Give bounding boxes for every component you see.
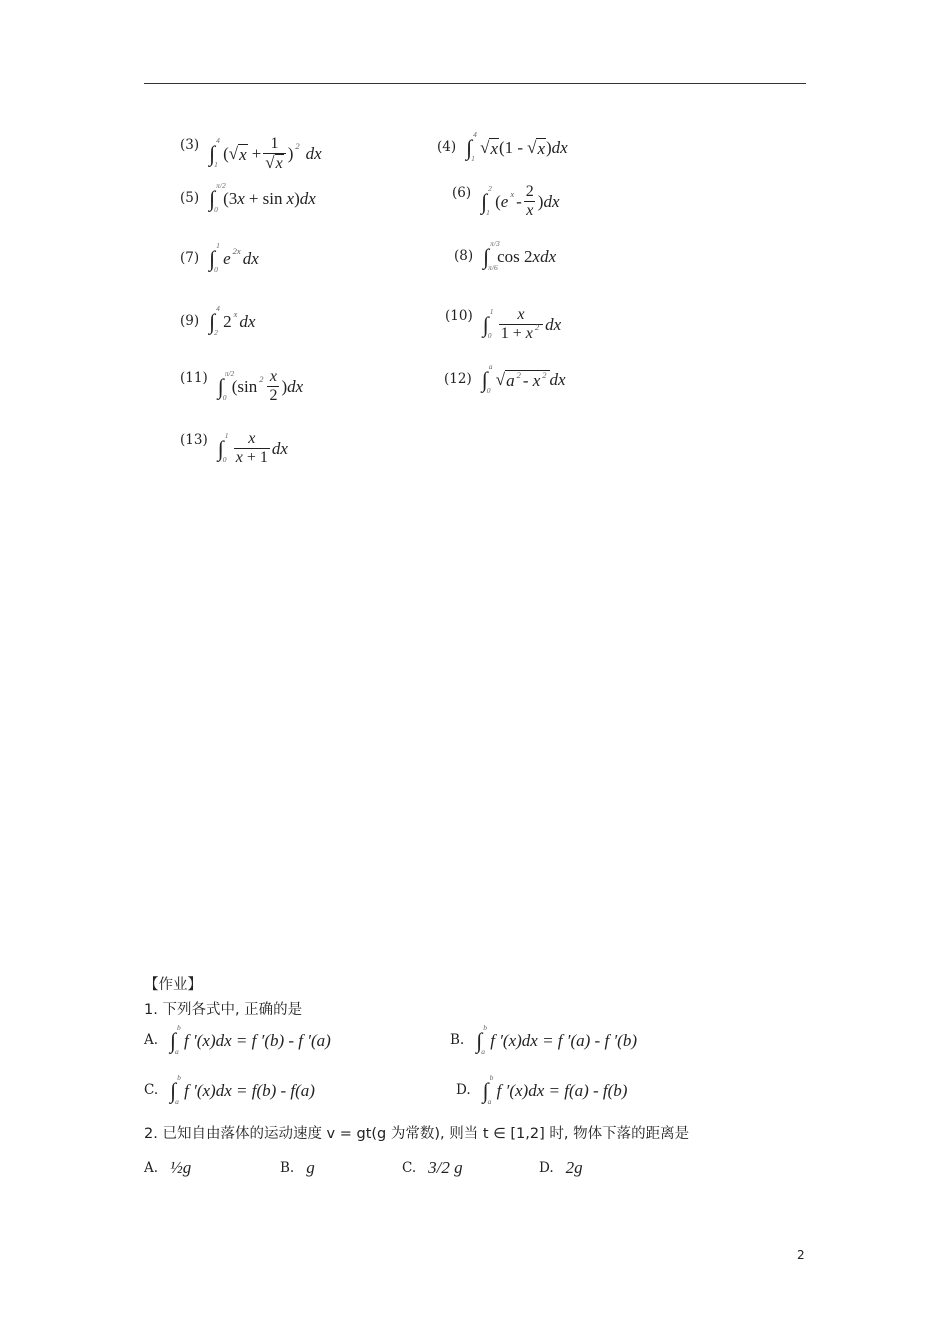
- option-text: f ′(x)dx = f(b) - f(a): [184, 1081, 315, 1100]
- integral-expression: ∫ 1 0 $\frac{x}{1 + x ^2}$ dx: [482, 306, 562, 342]
- page-number: 2: [797, 1248, 805, 1262]
- integral-expression: ∫ 2 1 ( e x - $\frac{2}{x}$ ) dx: [481, 183, 560, 219]
- exercise-label: (5): [180, 190, 200, 206]
- exercise-11: [180, 368, 303, 405]
- option-answer: 3/2 g: [428, 1158, 463, 1177]
- exercise-5: [180, 181, 316, 214]
- integral-sign: ∫ 4 1: [466, 130, 477, 163]
- upper-limit: 1: [489, 307, 494, 316]
- upper-limit: 4: [216, 136, 220, 145]
- integral-sign: ∫ b a: [476, 1023, 487, 1056]
- integral-sign: ∫ b a: [170, 1073, 181, 1106]
- exercise-8: [454, 239, 557, 272]
- q1-option-c: [144, 1073, 315, 1106]
- lower-limit: 2: [214, 328, 218, 337]
- upper-limit: b: [489, 1073, 494, 1082]
- lower-limit: 0: [487, 331, 492, 340]
- lower-limit: 0: [486, 386, 491, 395]
- exercise-label: (6): [452, 185, 472, 201]
- option-expression: [476, 1023, 637, 1056]
- lower-limit: a: [487, 1097, 492, 1106]
- integral-sign: ∫ b a: [482, 1073, 494, 1106]
- exercise-label: (12): [444, 371, 472, 387]
- option-answer: g: [306, 1158, 315, 1177]
- question-1-stem: 1. 下列各式中, 正确的是: [144, 1002, 303, 1018]
- integral-expression: ∫ 1 0 $\frac{x}{x + 1}$ dx: [217, 430, 288, 466]
- option-label: D.: [539, 1160, 554, 1176]
- exercise-6: [452, 183, 560, 220]
- lower-limit: 1: [471, 154, 475, 163]
- option-expression: [482, 1073, 628, 1106]
- upper-limit: a: [488, 362, 493, 371]
- exercise-10: [445, 306, 561, 344]
- exercise-4: [437, 130, 568, 163]
- lower-limit: 0: [222, 454, 227, 464]
- integral-expression: ∫ π/3 π/6 cos 2 xdx: [483, 239, 557, 272]
- lower-limit: 1: [486, 207, 490, 217]
- integral-expression: ∫ π/2 0 (sin 2 $\frac{x}{2}$ ) dx: [217, 368, 304, 404]
- integral-sign: ∫ π/3 π/6: [483, 239, 500, 272]
- integral-expression: ∫ 4 1 √ x (1 - √ x ) dx: [466, 130, 568, 163]
- lower-limit: 1: [214, 160, 218, 169]
- option-label: A.: [144, 1160, 159, 1176]
- option-label: B.: [450, 1032, 465, 1048]
- integral-sign: ∫ 1 0: [209, 241, 220, 274]
- exercise-label: (9): [180, 313, 200, 329]
- lower-limit: a: [175, 1047, 179, 1056]
- exercise-3: [180, 135, 322, 173]
- upper-limit: b: [483, 1023, 487, 1032]
- upper-limit: 1: [216, 241, 220, 250]
- option-label: C.: [144, 1082, 159, 1098]
- option-label: B.: [280, 1160, 295, 1176]
- option-label: D.: [456, 1082, 471, 1098]
- q1-option-b: [450, 1023, 637, 1056]
- q2-option-d: [539, 1158, 583, 1178]
- lower-limit: 0: [222, 392, 227, 402]
- option-answer: 2g: [565, 1158, 583, 1177]
- option-text: f ′(x)dx = f(a) - f(b): [496, 1081, 628, 1100]
- exercise-label: (10): [445, 308, 473, 324]
- option-text: f ′(x)dx = f ′(b) - f ′(a): [184, 1031, 331, 1050]
- integral-sign: ∫ a 0: [481, 362, 493, 395]
- integral-expression: ∫ 4 2 2 x dx: [209, 304, 256, 337]
- exercise-label: (4): [437, 139, 457, 155]
- q1-option-a: [144, 1023, 331, 1056]
- integral-sign: ∫ 4 1: [209, 136, 220, 169]
- upper-limit: b: [177, 1073, 181, 1082]
- exercise-13: [180, 430, 288, 467]
- upper-limit: π/2: [216, 181, 226, 190]
- q2-option-a: [144, 1158, 191, 1178]
- question-2-stem: 2. 已知自由落体的运动速度 v = gt(g 为常数), 则当 t ∈ [1,2] 时, 物体下落的距离是: [144, 1126, 690, 1142]
- exercise-12: [444, 362, 566, 395]
- option-expression: [170, 1073, 315, 1106]
- upper-limit: b: [177, 1023, 181, 1032]
- upper-limit: π/2: [224, 368, 235, 378]
- integral-sign: ∫ π/2 0: [217, 368, 235, 402]
- integral-expression: ∫ a 0 √ a $^2$ - x $^2$ dx: [481, 362, 566, 395]
- integral-sign: ∫ 1 0: [482, 307, 494, 340]
- upper-limit: 4: [216, 304, 220, 313]
- option-label: C.: [402, 1160, 417, 1176]
- exercise-label: (13): [180, 432, 208, 448]
- q2-option-c: [402, 1158, 463, 1178]
- exercise-label: (8): [454, 248, 474, 264]
- integral-expression: ∫ 4 1 ( √ x + 1 √ x ) 2 dx: [209, 135, 322, 172]
- lower-limit: a: [481, 1047, 485, 1056]
- upper-limit: 1: [224, 430, 229, 440]
- exercise-label: (7): [180, 250, 200, 266]
- lower-limit: 0: [214, 205, 218, 214]
- homework-header: 【作业】: [144, 977, 202, 993]
- lower-limit: π/6: [488, 263, 498, 272]
- integral-sign: ∫ 2 1: [481, 183, 492, 217]
- integral-expression: ∫ 1 0 e 2x dx: [209, 241, 259, 274]
- integral-sign: ∫ π/2 0: [209, 181, 226, 214]
- option-text: f ′(x)dx = f ′(a) - f ′(b): [490, 1031, 637, 1050]
- exercise-9: [180, 304, 256, 337]
- integral-sign: ∫ 1 0: [217, 430, 229, 464]
- upper-limit: 2: [488, 183, 492, 193]
- option-label: A.: [144, 1032, 159, 1048]
- q2-option-b: [280, 1158, 315, 1178]
- exercise-label: (11): [180, 370, 208, 386]
- exercise-7: [180, 241, 259, 274]
- header-rule: [144, 83, 806, 84]
- lower-limit: a: [175, 1097, 179, 1106]
- exercise-label: (3): [180, 137, 200, 153]
- integral-sign: ∫ b a: [170, 1023, 181, 1056]
- upper-limit: 4: [473, 130, 477, 139]
- integral-sign: ∫ 4 2: [209, 304, 220, 337]
- q1-option-d: [456, 1073, 628, 1106]
- option-expression: [170, 1023, 331, 1056]
- integral-expression: ∫ π/2 0 (3 x + sin x ) dx: [209, 181, 316, 214]
- upper-limit: π/3: [490, 239, 500, 248]
- lower-limit: 0: [214, 265, 218, 274]
- option-answer: ½g: [170, 1158, 192, 1177]
